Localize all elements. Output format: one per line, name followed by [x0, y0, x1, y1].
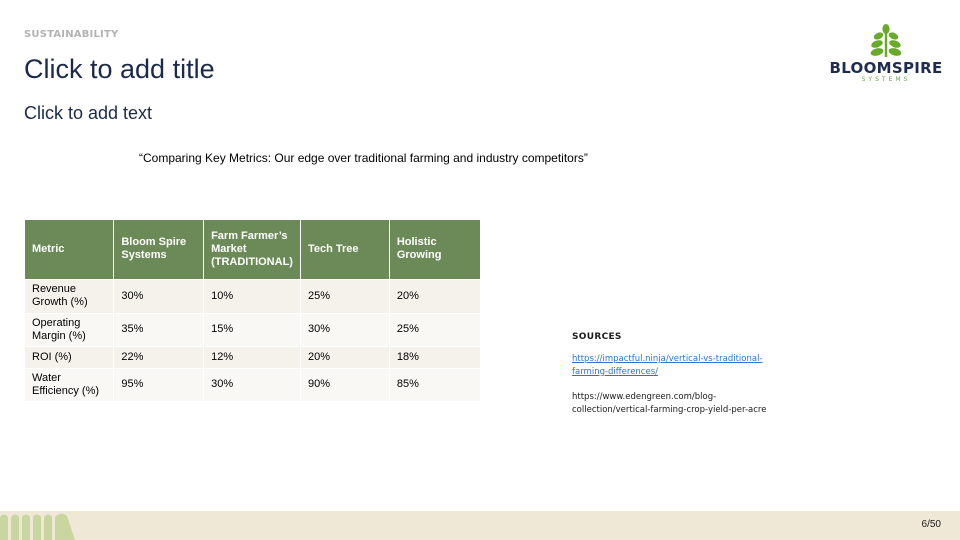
logo-wordmark: BLOOMSPIRE: [829, 59, 943, 77]
value-cell: 30%: [300, 313, 389, 346]
sources-heading: SOURCES: [572, 332, 622, 342]
logo-tagline: SYSTEMS: [861, 76, 911, 83]
table-caption: “Comparing Key Metrics: Our edge over traditional farming and industry competitors”: [139, 151, 588, 165]
slide-title-placeholder[interactable]: Click to add title: [24, 54, 215, 84]
metric-cell: Operating Margin (%): [25, 313, 114, 346]
metric-cell: Water Efficiency (%): [25, 368, 114, 401]
value-cell: 10%: [204, 279, 301, 313]
value-cell: 30%: [204, 368, 301, 401]
value-cell: 22%: [114, 346, 204, 368]
value-cell: 20%: [300, 346, 389, 368]
leaf-sprout-icon: [869, 24, 903, 58]
value-cell: 30%: [114, 279, 204, 313]
value-cell: 25%: [300, 279, 389, 313]
header-cell: Tech Tree: [300, 220, 389, 279]
source-text: https://www.edengreen.com/blog-collection/vertical-farming-crop-yield-per-acre: [572, 392, 767, 415]
value-cell: 12%: [204, 346, 301, 368]
metric-cell: ROI (%): [25, 346, 114, 368]
value-cell: 20%: [389, 279, 480, 313]
value-cell: 15%: [204, 313, 301, 346]
value-cell: 35%: [114, 313, 204, 346]
table-header-row: [25, 220, 480, 279]
table-row: [25, 346, 480, 368]
value-cell: 18%: [389, 346, 480, 368]
page-number: 6/50: [921, 519, 941, 530]
header-cell: Bloom Spire Systems: [114, 220, 204, 279]
header-cell: Farm Farmer’s Market (TRADITIONAL): [204, 220, 301, 279]
table-row: [25, 368, 480, 401]
section-label: SUSTAINABILITY: [24, 29, 119, 40]
header-cell: Metric: [25, 220, 114, 279]
value-cell: 95%: [114, 368, 204, 401]
metrics-table: [25, 220, 480, 401]
value-cell: 90%: [300, 368, 389, 401]
header-cell: Holistic Growing: [389, 220, 480, 279]
table-row: [25, 313, 480, 346]
sources-block: [572, 331, 792, 417]
value-cell: 25%: [389, 313, 480, 346]
footer-stripes-decoration: [0, 511, 90, 540]
table-row: [25, 279, 480, 313]
value-cell: 85%: [389, 368, 480, 401]
slide-text-placeholder[interactable]: Click to add text: [24, 103, 153, 123]
bloomspire-logo: [826, 24, 946, 90]
metric-cell: Revenue Growth (%): [25, 279, 114, 313]
source-link[interactable]: https://impactful.ninja/vertical-vs-traditional-farming-differences/: [572, 354, 763, 377]
footer-band: [0, 511, 960, 540]
